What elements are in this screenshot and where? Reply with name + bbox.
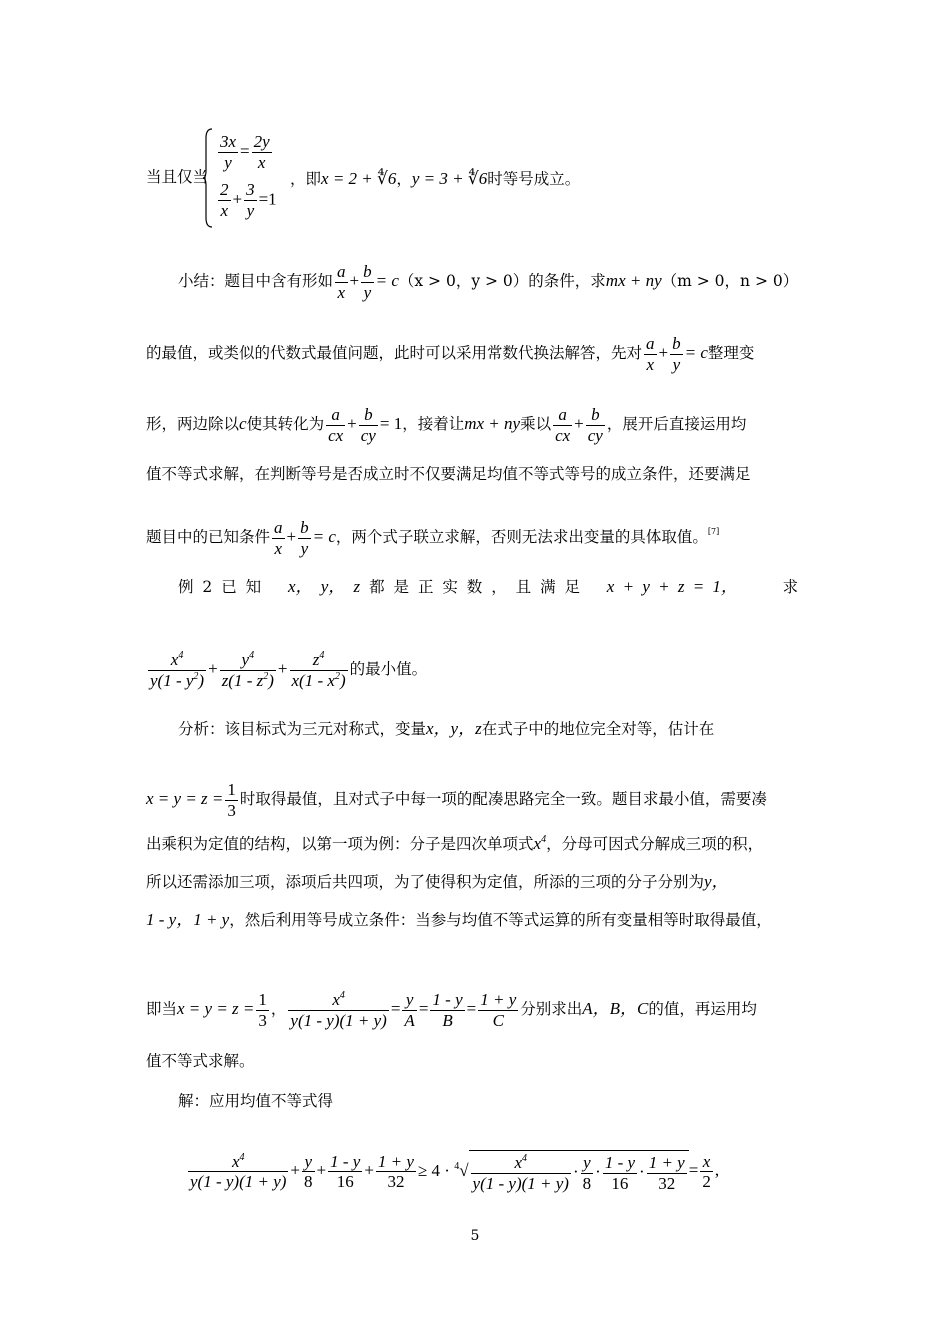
solution-label: 解：应用均值不等式得 (178, 1092, 334, 1110)
summary-line-5: 题目中的已知条件 $\frac{a}{x}$ + $\frac{b}{y}$ = c，两个式子联立求解，否则无法求出变量的具体取值。[7] (146, 518, 720, 558)
system-eq-2: $\frac{2}{x}$ + $\frac{3}{y}$ =1 (220, 180, 277, 220)
summary-line-2: 的最值，或类似的代数式最值问题，此时可以采用常数代换法解答，先对 $\frac{a}{x}$ + $\frac{b}{y}$ = c整理变 (146, 334, 755, 374)
system-eq-1: $\frac{3x}{y}$ = $\frac{2y}{x}$ (220, 132, 270, 172)
analysis-line-1: 分析：该目标式为三元对称式，变量x，y，z在式子中的地位完全对等，估计在 (178, 719, 715, 738)
analysis-line-2: x = y = z = $\frac{1}{3}$ 时取得最值，且对式子中每一项的配凑思路完全一致。题目求最小值，需要凑 (146, 780, 767, 820)
summary-line-1: 小结：题目中含有形如 $\frac{a}{x}$ + $\frac{b}{y}$ = c（x > 0，y > 0）的条件，求mx + ny（m > 0，n > 0） (178, 262, 799, 302)
summary-line-3: 形，两边除以c使其转化为 $\frac{a}{cx}$ + $\frac{b}{cy}$ = 1，接着让mx + ny乘以 $\frac{a}{cx}$ + $\frac{b}{cy}$ ，展开后直接运用均 (146, 405, 747, 445)
example2-line-1: 例 2 已 知 x， y， z 都 是 正 实 数 ， 且 满 足 x + y + z = 1， 求 (178, 577, 799, 596)
analysis-line-6: 即当x = y = z = $\frac{1}{3}$ ， $\frac{x^4}{y(1 - y)(1 + y)}$ = $\frac{y}{A}$ = $\frac{1 - y}{B}$ = $\frac{1 + y}{C}$ 分别求出A，B，C的值，再运用均 (146, 990, 757, 1030)
left-brace (203, 128, 213, 228)
analysis-line-3: 出乘积为定值的结构，以第一项为例：分子是四次单项式$x^4$，分母可因式分解成三项的积， (146, 834, 764, 853)
example2-expression: $\frac{x^4}{y(1 - y^2)}$ + $\frac{y^4}{z(1 - z^2)}$ + $\frac{z^4}{x(1 - x^2)}$ 的最小值。 (150, 650, 428, 690)
analysis-line-5: 1 - y，1 + y，然后利用等号成立条件：当参与均值不等式运算的所有变量相等时取得最值， (146, 910, 772, 929)
analysis-line-4: 所以还需添加三项，添项后共四项，为了使得积为定值，所添的三项的分子分别为y， (146, 872, 729, 891)
analysis-line-7: 值不等式求解。 (146, 1052, 255, 1070)
line-condition-result: ，即x = 2 + ∜6，y = 3 + ∜6时等号成立。 (290, 169, 581, 188)
solution-inequality: $\frac{x^4}{y(1 - y)(1 + y)}$ + $\frac{y}{8}$ + $\frac{1 - y}{16}$ + $\frac{1 + y}{32}$ ≥ 4 · $^4$√ $\frac{x^4}{y(1 - y)(1 + y)}$ · $\frac{y}{8}$ · $\frac{1 - y}{16}$ · $\frac{1 + y}{32}$ = $\frac{x}{2}$ , (190, 1151, 720, 1193)
line-condition: 当且仅当 (146, 168, 209, 186)
summary-line-4: 值不等式求解，在判断等号是否成立时不仅要满足均值不等式等号的成立条件，还要满足 (146, 465, 751, 483)
page-number: 5 (470, 1228, 480, 1244)
